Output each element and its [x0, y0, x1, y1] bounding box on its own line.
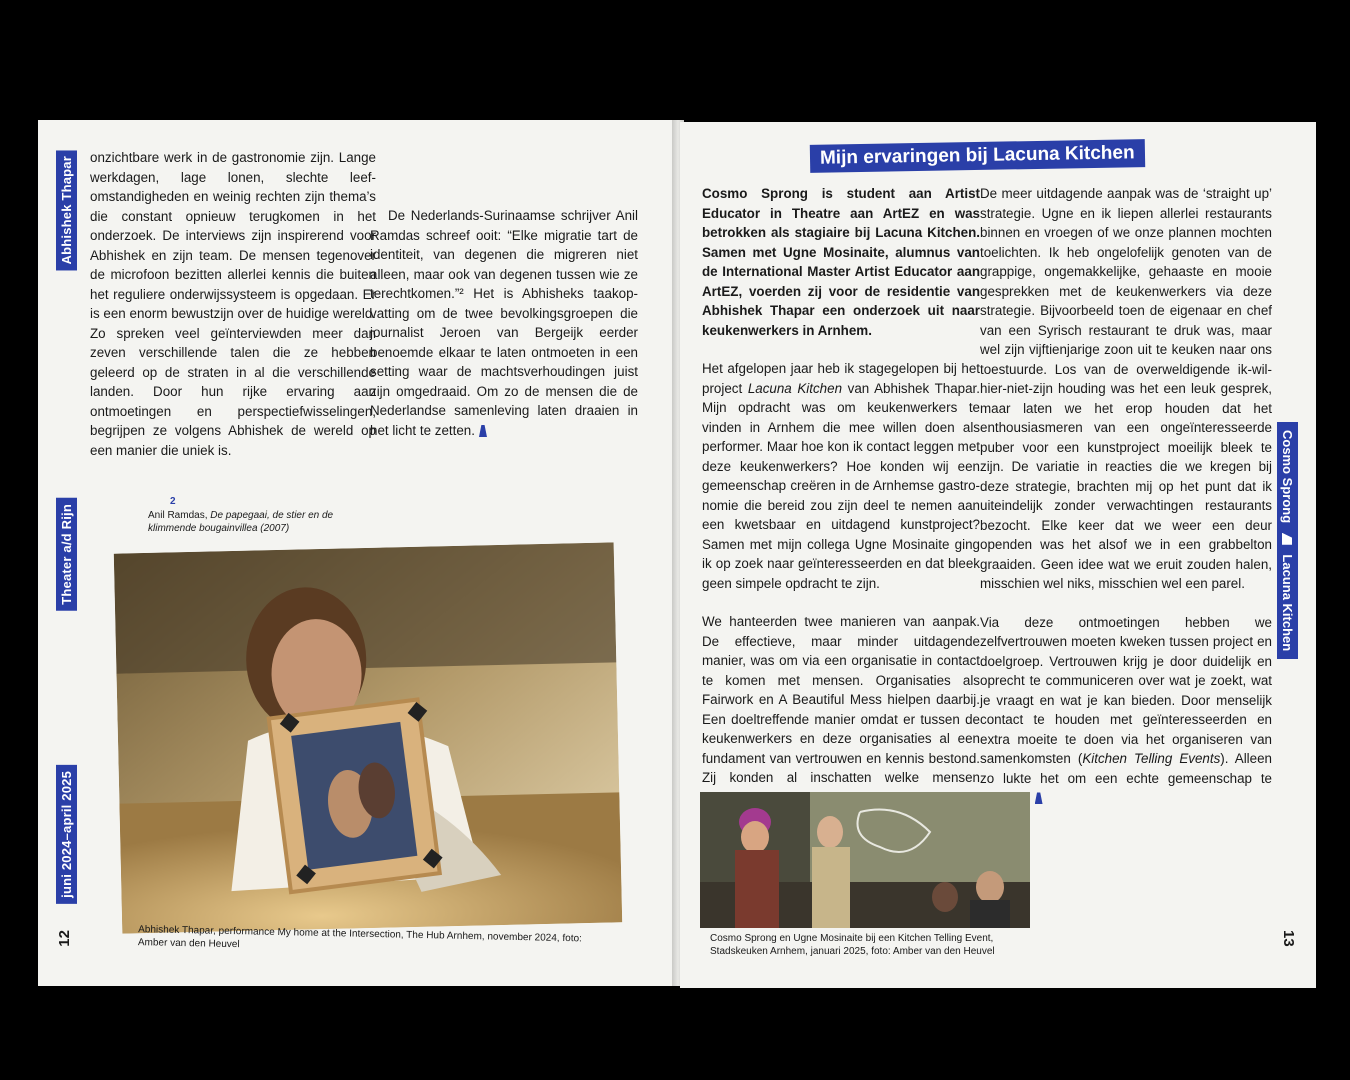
body-paragraph: onzichtbare werk in de gastronomie zijn. Lange werkdagen, lage lonen, slechte leefomstandigheden en weinig rechten zijn thema’s die constant opnieuw terugkomen in het onderzoek. De interviews zijn inspirerend voor Abhishek en zijn team. De mensen tegenover de microfoon bezitten allerlei kennis die buiten het reguliere onderwijssysteem is opgedaan. Er is een enorm bewustzijn over de huidige wereld. Zo spreken veel geïnterviewden meer dan zeven verschillende talen die ze hebben geleerd op de straten in al die verschillende landen. Door hun rijke ervaring aan ontmoetingen en perspectiefwisselingen, begrijpen ze volgens Abhishek de wereld op een manier die uniek is.: [90, 150, 376, 458]
body-paragraph: [980, 613, 1272, 808]
right-column-1: [702, 184, 980, 807]
section-tab-period: juni 2024–april 2025: [56, 765, 77, 904]
tab-project: Lacuna Kitchen: [1280, 554, 1295, 652]
project-name: Lacuna Kitchen: [747, 380, 843, 396]
section-tab-author: Abhishek Thapar: [56, 150, 77, 270]
right-page: [680, 122, 1316, 988]
body-paragraph: [702, 612, 980, 807]
article-headline: Mijn ervaringen bij Lacuna Kitchen: [810, 139, 1145, 173]
body-text: De Nederlands-Surinaamse schrijver Anil Ramdas schreef ooit: “Elke migratie tart de identiteit, van degenen die migreren niet alleen, maar ook van degenen tussen wie ze terechtkomen.”² Het is Abhisheks taakopvatting om de twee bevolkingsgroepen die journalist Jeroen van Bergeijk eerder benoemde elkaar te laten ontmoeten in een setting waar de machtsverhoudingen juist zijn omgedraaid. Om zo de mensen die de Nederlandse samenleving laten draaien in het licht te zetten.: [370, 208, 638, 438]
section-tab-venue: Theater a/d Rijn: [56, 498, 77, 611]
footnote-title: De papegaai, de stier en de klimmende bougainvillea (2007): [148, 510, 334, 534]
page-number-left: 12: [56, 930, 73, 947]
body-paragraph: [370, 206, 638, 440]
end-mark-icon: [1035, 792, 1043, 804]
left-column-2: [370, 206, 638, 440]
body-text: Het afgelopen jaar heb ik stagegelopen bij het project: [702, 361, 980, 396]
event-photo: [700, 792, 1030, 928]
page-number-right: 13: [1280, 930, 1297, 947]
performance-photo-image: [114, 542, 622, 933]
event-photo-image: [700, 792, 1030, 928]
footnote-author: Anil Ramdas,: [148, 510, 211, 521]
body-text: van Abhishek Thapar. Mijn opdracht was om keukenwerkers te vinden in Arnhem die mee willen doen als performer. Maar hoe kon ik contact leggen met deze keukenwerkers? Hoe konden wij een gemeenschap creëren in de Arnhemse gastronomie die bereid zou zijn deel te nemen aan een kwetsbaar en uitdagend kunstproject? Samen met mijn collega Ugne Mosinaite ging ik op zoek naar geïnteresseerden en dat bleek geen simpele opdracht te zijn.: [702, 380, 980, 591]
performance-photo: [114, 542, 622, 933]
tab-name: Cosmo Sprong: [1280, 430, 1295, 524]
body-paragraph: De meer uitdagende aanpak was de ‘straight up’ strategie. Ugne en ik liepen allerlei restaurants binnen en vroegen of we onze plannen mochten toelichten. Ik heb ongelofelijk genoten van de grappige, ongemakkelijke, gehaaste en mooie gesprekken met de keukenwerkers via deze strategie. Bijvoorbeeld toen de eigenaar en chef van een Syrisch restaurant te druk was, maar wel zijn vijftienjarige zoon uit te keuken naar ons toestuurde. Los van de overweldigende ik-wil-hier-niet-zijn houding was het een leuk gesprek, maar laten we het erop houden dat het enthousiasmeren van een ongeïnteresseerde puber voor een kunstproject moeilijk bleek te zijn. De variatie in reacties die we kregen bij deze strategie, brachten mij op het punt dat ik uiteindelijk zonder verwachtingen restaurants bezocht. Elke keer dat we weer een deur openden was het alsof we in een grabbelton graaiden. Geen idee wat we eruit zouden halen, misschien wel niks, misschien wel een parel.: [980, 186, 1272, 591]
right-column-2: [980, 184, 1272, 808]
body-text: Via deze ontmoetingen hebben we zelfvertrouwen moeten kweken tussen project en doelgroep. Vertrouwen krijg je door duidelijk en oprecht te communiceren over wat je zoekt, wat je vraagt en wat je kan bieden. Door menselijk contact te houden met geïnteresseerden en extra moeite te doen via het organiseren van samenkomsten (: [980, 614, 1272, 766]
photo-caption-left: Abhishek Thapar, performance My home at the Intersection, The Hub Arnhem, november 2024, foto: Amber van den Heuvel: [137, 924, 582, 951]
section-tab-cosmo: [1277, 422, 1298, 659]
photo-caption-right: Cosmo Sprong en Ugne Mosinaite bij een Kitchen Telling Event, Stadskeuken Arnhem, januari 2025, foto: Amber van den Heuvel: [710, 933, 995, 957]
body-text: ). Alleen zo lukte het om een echte gemeenschap te: [980, 751, 1272, 786]
intro-paragraph: Cosmo Sprong is student aan Artist Educator in Theatre aan ArtEZ en was betrokken als stagiaire bij Lacuna Kitchen. Samen met Ugne Mosinaite, alumnus van de International Master Artist Educator aan ArtEZ, voerden zij voor de residentie van Abhishek Thapar een onderzoek uit naar keukenwerkers in Arnhem.: [702, 186, 980, 338]
body-paragraph: [702, 359, 980, 593]
left-column-1: [90, 148, 376, 460]
footnote: [148, 509, 348, 535]
tab-marker-icon: [1282, 533, 1292, 545]
body-text: We hanteerden twee manieren van aanpak. De effectieve, maar minder uitdagende manier, was om via een organisatie in contact te komen met mensen. Organisaties als Fairwork en A Beautiful Mess hielpen daarbij. Een doeltreffende manier omdat er tussen de keukenwerkers en deze organisaties al een fundament van vertrouwen en kennis bestond. Zij konden al inschatten welke mensen: [702, 614, 980, 785]
left-page: [38, 120, 676, 986]
end-mark-icon: [479, 425, 487, 437]
event-name: Kitchen Telling Events: [1082, 751, 1221, 766]
footnote-number: 2: [170, 496, 176, 507]
